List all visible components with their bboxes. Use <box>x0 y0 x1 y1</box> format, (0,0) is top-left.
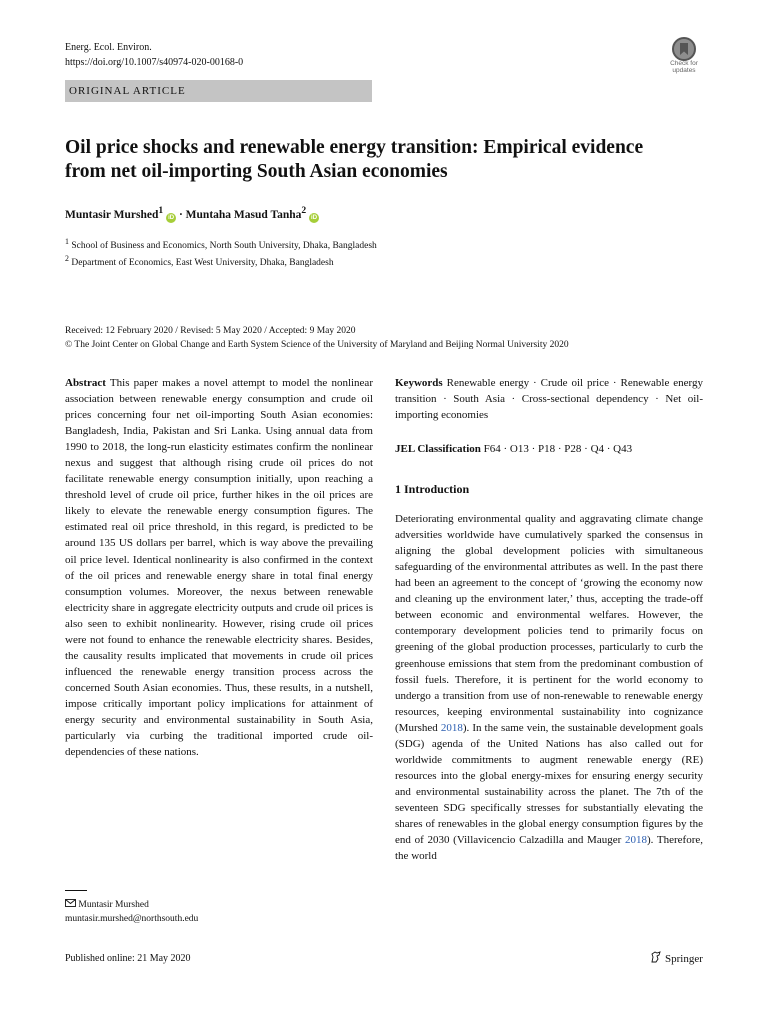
introduction-paragraph <box>395 511 703 864</box>
jel-codes: F64 · O13 · P18 · P28 · Q4 · Q43 <box>483 443 633 455</box>
affiliation-item <box>65 253 377 270</box>
abstract-text: This paper makes a novel attempt to model the nonlinear association between renewable energy consumption and crude oil prices concerning four net oil-importing South Asian economies: Bangladesh, India, Pakistan and Sri Lanka. Using annual data from 1990 to 2018, the long-run elasticity estimates confirm the nonlinear nexus and suggest that although rising crude oil prices do not facilitate renewable energy consumption initially, upon reaching a threshold level of crude oil price, further hikes in the oil prices are likely to elevate the renewable energy consumption figures. The estimated real oil price threshold, in this regard, is predicted to be around 135 US dollars per barrel, which is way above the prevailing oil price level. Identical nonlinearity is also confirmed in the context of the oil prices and renewable energy share in total final energy consumption volumes. Moreover, the nexus between renewable electricity share in aggregate electricity outputs and crude oil prices is also seen to exhibit nonlinearity. However, rising crude oil prices were not found to enhance the renewable electricity shares. Besides, the causality results implicated that movements in crude oil prices influenced the renewable energy transition process across the concerned South Asian economies. Thus, these results, in a nutshell, impose critically important policy implications for attainment of energy security and environmental sustainability in South Asia, particularly via curbing the traditional imported crude oil-dependencies of these nations. <box>65 377 373 759</box>
section-heading: 1 Introduction <box>395 482 470 497</box>
jel-section <box>395 441 703 457</box>
article-title: Oil price shocks and renewable energy transition: Empirical evidence from net oil-importing South Asian economies <box>65 137 644 182</box>
received-revised-accepted: Received: 12 February 2020 / Revised: 5 May 2020 / Accepted: 9 May 2020 <box>65 326 356 336</box>
author-affiliation-marker: 1 <box>158 205 164 216</box>
keywords-section <box>395 375 703 423</box>
orcid-icon[interactable]: iD <box>168 214 175 221</box>
intro-text: ). Therefore, the world <box>395 834 703 863</box>
author-name[interactable]: Muntasir Murshed <box>65 208 159 221</box>
journal-name: Energ. Ecol. Environ. <box>65 42 152 53</box>
intro-text: ). In the same vein, the sustainable development goals (SDG) agenda of the United Nations has also called out for worldwide commitments to augment renewable energy (RE) resources into the global energy-mixes for ensuring energy security and environmental sustainability across the planet. The 7th of the seventeen SDG specifically stresses for substantially elevating the shares of renewables in the global energy consumption figures by the end of 2030 (Villavicencio Calzadilla and Mauger <box>395 721 703 847</box>
affiliation-text: School of Business and Economics, North South University, Dhaka, Bangladesh <box>71 241 377 252</box>
springer-horse-icon <box>650 951 662 966</box>
check-updates-label: Check for <box>670 60 698 67</box>
keywords-label: Keywords <box>395 377 443 389</box>
affiliation-item <box>65 236 377 253</box>
publication-history <box>65 325 569 352</box>
check-updates-label-2: updates <box>672 66 696 74</box>
author-separator: · <box>178 208 183 221</box>
correspondence <box>65 898 198 926</box>
keywords-text: Renewable energy · Crude oil price · Renewable energy transition · South Asia · Cross-sectional dependency · Net oil-importing economies <box>395 377 704 422</box>
abstract <box>65 375 373 760</box>
publisher-logo <box>650 951 703 966</box>
abstract-label: Abstract <box>65 377 106 389</box>
check-for-updates-button[interactable] <box>664 37 704 75</box>
orcid-icon[interactable]: iD <box>311 214 318 221</box>
affiliation-marker: 1 <box>65 237 69 246</box>
journal-info <box>65 40 243 70</box>
footnote-divider <box>65 890 87 891</box>
published-online: Published online: 21 May 2020 <box>65 953 191 964</box>
author-name[interactable]: Muntaha Masud Tanha <box>185 208 302 221</box>
bookmark-icon <box>672 37 696 61</box>
author-affiliation-marker: 2 <box>301 205 307 216</box>
affiliation-marker: 2 <box>65 253 69 263</box>
citation-link[interactable]: 2018 <box>624 834 647 847</box>
envelope-icon <box>65 900 78 910</box>
author-list <box>65 203 319 223</box>
corresponding-author <box>65 898 198 912</box>
citation-link[interactable]: 2018 <box>440 721 463 734</box>
affiliations <box>65 236 377 269</box>
publisher-name: Springer <box>665 952 703 965</box>
intro-text: Deteriorating environmental quality and aggravating climate change adversities worldwide have cumulatively sparked the consensus in aligning the global development policies with simultaneous safeguarding of the environmental attributes as well. In the past there had been an agreement to the concept of ‘growing the economy now and cleaning up the environment later,’ thus, accepting the trade-off between economic and environmental welfares. However, the contemporary development policies tend to primarily focus on greening of the global production processes, particularly to curb the greenhouse emissions that stem from the predominant combustion of fossil fuels. Therefore, it is pertinent for the world economy to undergo a transition from use of non-renewable to renewable energy resources, keeping environmental sustainability into cognizance (Murshed <box>395 513 703 734</box>
doi-link[interactable]: https://doi.org/10.1007/s40974-020-00168-0 <box>65 57 244 68</box>
corresponding-email[interactable]: muntasir.murshed@northsouth.edu <box>65 914 199 924</box>
copyright-notice: © The Joint Center on Global Change and Earth System Science of the University of Maryland and Beijing Normal University 2020 <box>65 339 569 350</box>
corresponding-author-name: Muntasir Murshed <box>78 900 149 910</box>
article-type-banner: ORIGINAL ARTICLE <box>65 80 372 102</box>
right-column <box>395 375 703 864</box>
jel-label: JEL Classification <box>395 443 481 455</box>
affiliation-text: Department of Economics, East West University, Dhaka, Bangladesh <box>71 257 334 268</box>
